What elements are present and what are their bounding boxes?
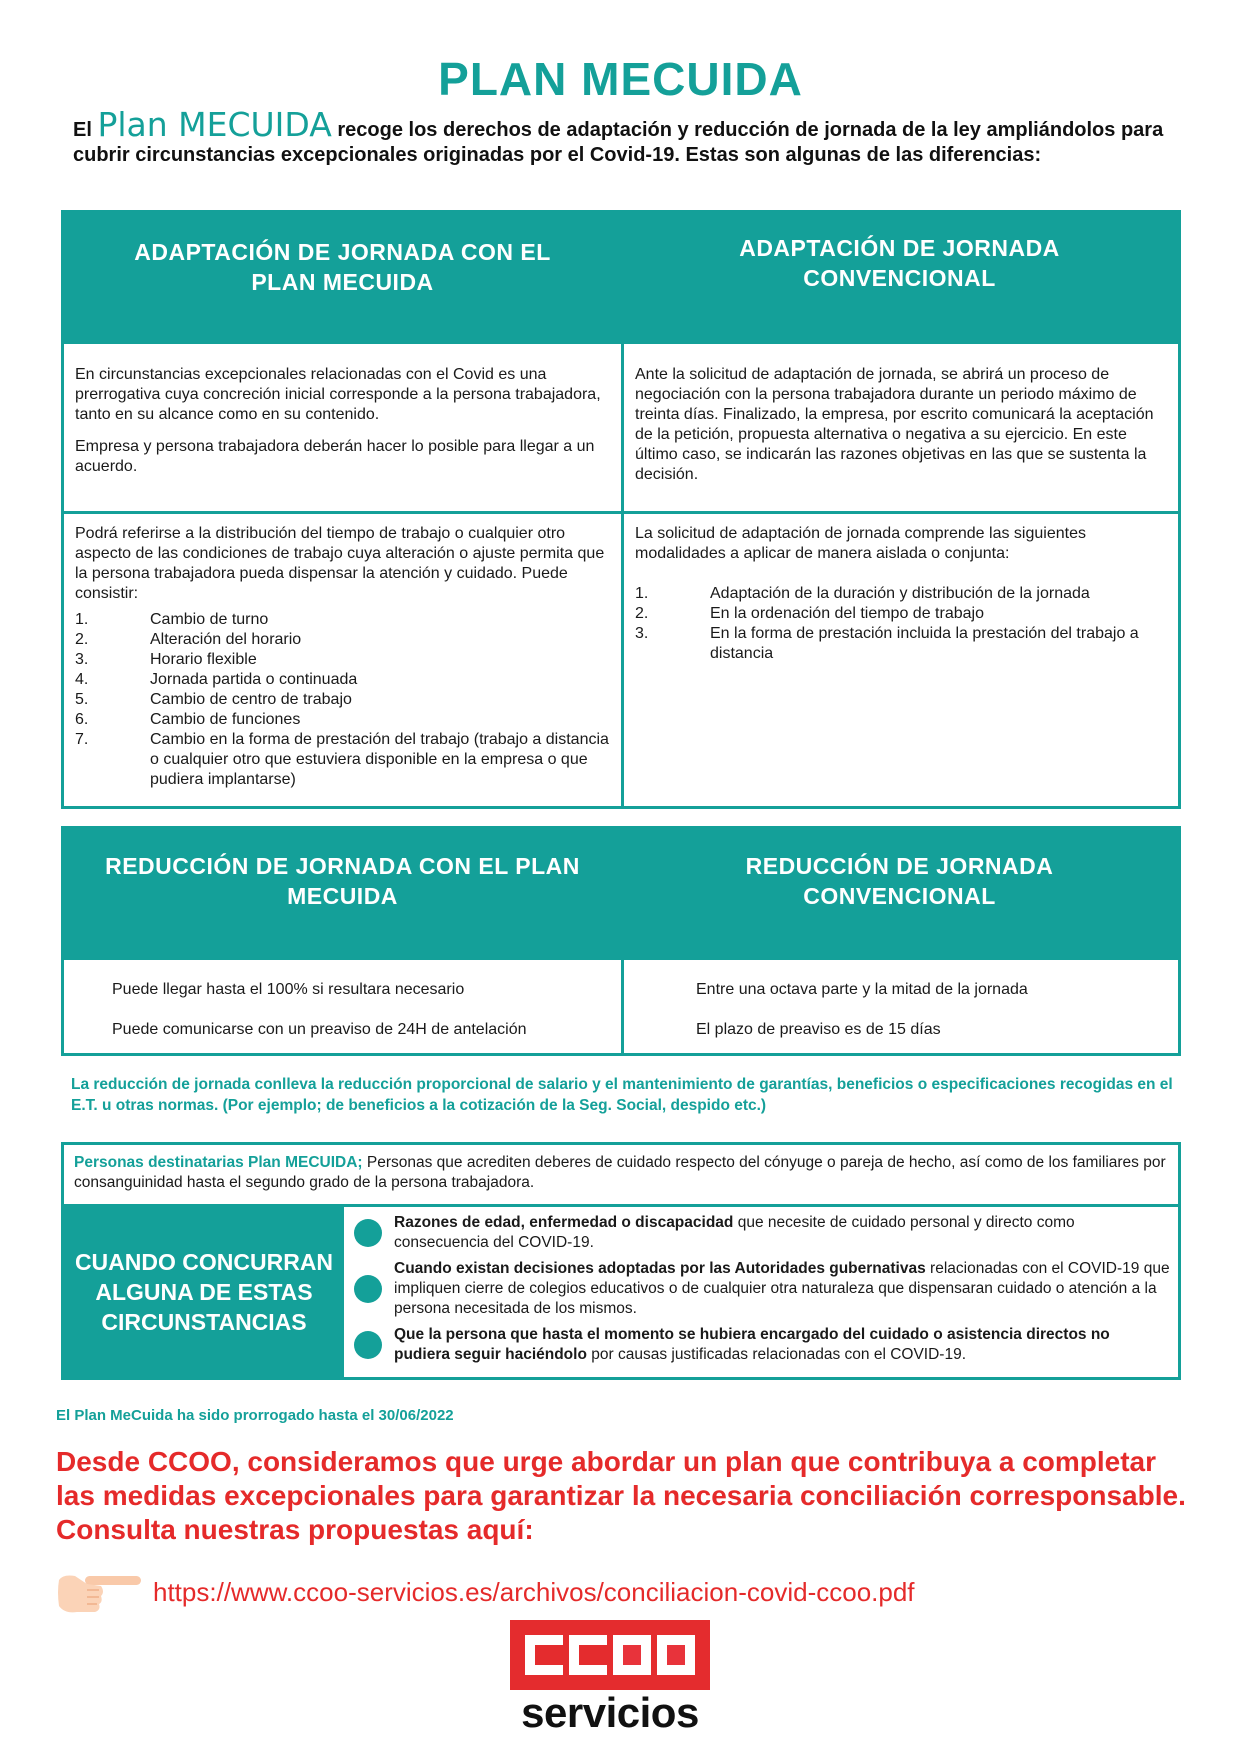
- adaptacion-row-1: [64, 341, 1178, 511]
- pointing-hand-icon: [55, 1570, 145, 1614]
- list-item: 3. Horario flexible: [75, 651, 257, 668]
- reduccion-convencional-cell: [621, 960, 1178, 1053]
- reduccion-note: La reducción de jornada conlleva la reducción proporcional de salario y el mantenimiento de garantías, beneficios o especificaciones recogidas en el E.T. u otras normas. (Por ejemplo; de beneficios a la cotización de la Seg. Social, despido etc.): [71, 1076, 1173, 1114]
- cell-paragraph: Entre una octava parte y la mitad de la jornada: [696, 981, 1028, 998]
- list-item: 3. En la forma de prestación incluida la prestación del trabajo a distancia: [635, 625, 1139, 662]
- circle-bullet-icon: [354, 1219, 382, 1247]
- destinatarias-label: Personas destinatarias Plan MECUIDA;: [74, 1154, 363, 1171]
- cell-paragraph: Ante la solicitud de adaptación de jornada, se abrirá un proceso de negociación con la persona trabajadora durante un periodo máximo de treinta días. Finalizado, la empresa, por escrito comunicará la aceptación de la petición, propuesta alternativa o negativa a su ejercicio. En este último caso, se indicarán las razones objetivas en las que se sustenta la decisión.: [635, 366, 1154, 483]
- link-row: [55, 1570, 915, 1614]
- page-title: PLAN MECUIDA: [438, 53, 803, 105]
- intro-rest: recoge los derechos de adaptación y reducción de jornada de la ley ampliándolos para cubrir circunstancias excepcionales originadas por el Covid-19. Estas son algunas de las diferencias:: [73, 119, 1164, 166]
- destinatarias-body: Personas que acrediten deberes de cuidado respecto del cónyuge o pareja de hecho, así como de los familiares por consanguinidad hasta el segundo grado de la persona trabajadora.: [74, 1154, 1166, 1191]
- logo-text: servicios: [521, 1689, 699, 1736]
- destinatarias-box: [61, 1142, 1181, 1380]
- list-item: 2. En la ordenación del tiempo de trabajo: [635, 605, 984, 622]
- adaptacion-mecuida-cell-2: [64, 514, 621, 806]
- intro-prefix: El: [73, 119, 92, 141]
- cell-paragraph: Empresa y persona trabajadora deberán hacer lo posible para llegar a un acuerdo.: [75, 438, 595, 475]
- ccoo-message: Desde CCOO, consideramos que urge abordar un plan que contribuya a completar las medidas excepcionales para garantizar la necesaria conciliación corresponsable. Consulta nuestras propuestas aquí:: [56, 1446, 1186, 1545]
- cell-paragraph: El plazo de preaviso es de 15 días: [696, 1021, 941, 1038]
- ccoo-logo-mark: [510, 1620, 710, 1690]
- header-adaptacion-convencional: ADAPTACIÓN DE JORNADA CONVENCIONAL: [739, 235, 1060, 291]
- list-item: 2. Alteración del horario: [75, 631, 302, 648]
- cell-paragraph: En circunstancias excepcionales relacionadas con el Covid es una prerrogativa cuya concreción inicial corresponde a la persona trabajadora, tanto en su alcance como en su contenido.: [75, 366, 601, 423]
- header-adaptacion-mecuida: ADAPTACIÓN DE JORNADA CON EL PLAN MECUIDA: [134, 239, 551, 295]
- adaptacion-row-2: [64, 511, 1178, 806]
- circle-bullet-icon: [354, 1331, 382, 1359]
- reduccion-mecuida-cell: [64, 960, 621, 1053]
- circunstancia-item: Que la persona que hasta el momento se hubiera encargado del cuidado o asistencia directos no pudiera seguir haciéndolo por causas justificadas relacionadas con el COVID-19.: [354, 1325, 1170, 1365]
- intro-paragraph: [73, 105, 1173, 168]
- list-item: 4. Jornada partida o continuada: [75, 671, 358, 688]
- circunstancias-list: [344, 1207, 1178, 1377]
- circle-bullet-icon: [354, 1275, 382, 1303]
- circunstancia-item: Razones de edad, enfermedad o discapacidad que necesite de cuidado personal y directo como consecuencia del COVID-19.: [354, 1213, 1170, 1253]
- cell-paragraph: Podrá referirse a la distribución del tiempo de trabajo o cualquier otro aspecto de las condiciones de trabajo cuya alteración o ajuste permita que la persona trabajadora pueda dispensar la atención y cuidado. Puede consistir:: [75, 525, 605, 602]
- adaptacion-mecuida-cell-1: [64, 344, 621, 511]
- logo-letter-c: [569, 1635, 607, 1675]
- logo-letter-c: [525, 1635, 563, 1675]
- list-item: 6. Cambio de funciones: [75, 711, 301, 728]
- logo-letter-o: [657, 1635, 695, 1675]
- list-item: 1. Adaptación de la duración y distribución de la jornada: [635, 585, 1090, 602]
- intro-highlight: Plan MECUIDA: [97, 105, 332, 144]
- modalidades-convencional-list: [635, 584, 1168, 664]
- adaptacion-header-row: [64, 213, 1178, 341]
- adaptacion-convencional-cell-1: [621, 344, 1178, 511]
- ccoo-servicios-logo: [510, 1620, 710, 1736]
- list-item: 7. Cambio en la forma de prestación del trabajo (trabajo a distancia o cualquier otro que estuviera disponible en la empresa o que pudiera implantarse): [75, 731, 609, 788]
- cell-paragraph: Puede llegar hasta el 100% si resultara necesario: [112, 981, 465, 998]
- adaptacion-convencional-cell-2: [621, 514, 1178, 806]
- reduccion-header-row: [64, 829, 1178, 957]
- modalidades-mecuida-list: [75, 610, 611, 790]
- header-reduccion-mecuida: REDUCCIÓN DE JORNADA CON EL PLAN MECUIDA: [105, 853, 580, 909]
- prorroga-note: El Plan MeCuida ha sido prorrogado hasta el 30/06/2022: [56, 1407, 454, 1424]
- cell-paragraph: Puede comunicarse con un preaviso de 24H de antelación: [112, 1021, 527, 1038]
- logo-letter-o: [613, 1635, 651, 1675]
- circunstancias-section: [64, 1207, 1178, 1377]
- adaptacion-table: [61, 210, 1181, 809]
- cell-paragraph: La solicitud de adaptación de jornada comprende las siguientes modalidades a aplicar de manera aislada o conjunta:: [635, 525, 1086, 562]
- list-item: 1. Cambio de turno: [75, 611, 269, 628]
- circunstancia-item: Cuando existan decisiones adoptadas por las Autoridades gubernativas relacionadas con el COVID-19 que impliquen cierre de colegios educativos o de cualquier otra naturaleza que dispensaran cuidado o atención a la persona necesitada de los mismos.: [354, 1259, 1170, 1319]
- circunstancias-title: CUANDO CONCURRAN ALGUNA DE ESTAS CIRCUNSTANCIAS: [64, 1207, 344, 1377]
- reduccion-table: [61, 826, 1181, 1056]
- header-reduccion-convencional: REDUCCIÓN DE JORNADA CONVENCIONAL: [745, 853, 1054, 909]
- propuestas-link[interactable]: https://www.ccoo-servicios.es/archivos/conciliacion-covid-ccoo.pdf: [153, 1576, 915, 1607]
- list-item: 5. Cambio de centro de trabajo: [75, 691, 352, 708]
- reduccion-body-row: [64, 957, 1178, 1053]
- destinatarias-text: [64, 1145, 1178, 1207]
